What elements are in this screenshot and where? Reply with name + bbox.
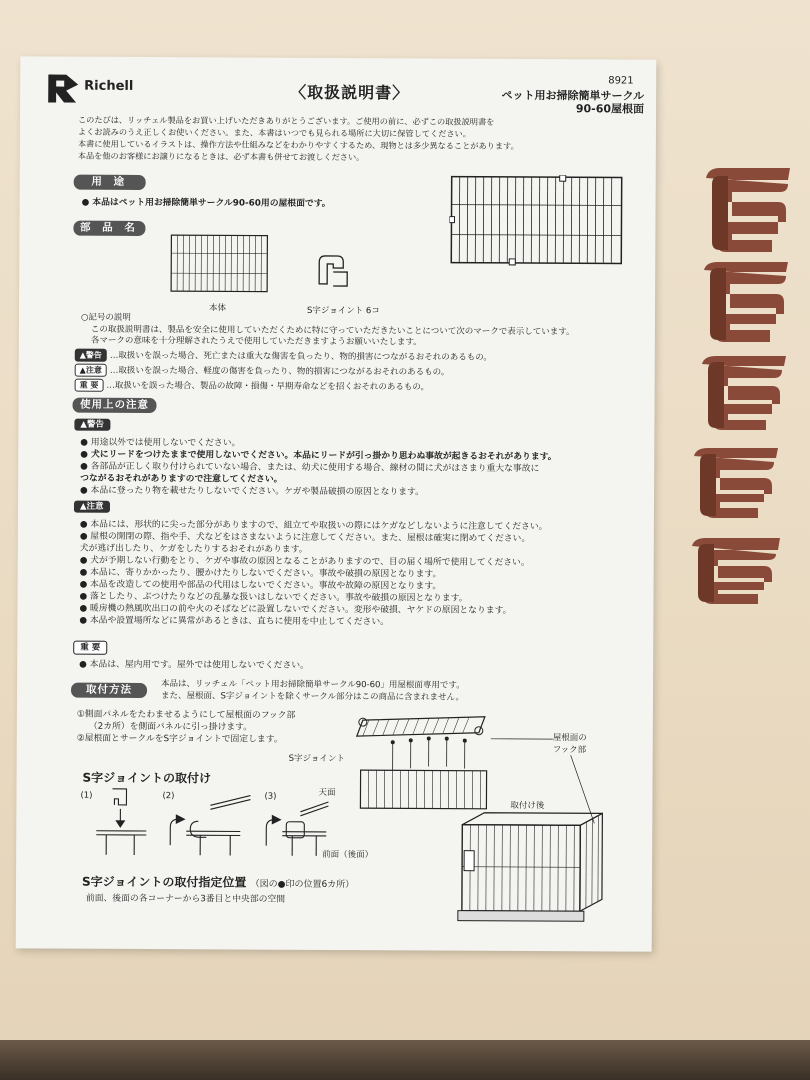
important-item: ● 本品は、屋内用です。屋外では使用しないでください。 bbox=[79, 659, 309, 671]
step-number: (3) bbox=[264, 791, 277, 802]
roof-body-icon bbox=[169, 233, 271, 296]
precaution-warning-tag: ▲警告 bbox=[74, 419, 110, 431]
installation-note: 本品は、リッチェル「ペット用お掃除簡単サークル90-60」用屋根面専用です。 bbox=[161, 679, 465, 691]
symbols-line: この取扱説明書は、製品を安全に使用していただくために特に守っていただきたいことについて次のマークで表示しています。 bbox=[90, 324, 575, 338]
s-joint-icon bbox=[315, 254, 351, 288]
installation-step: ①側面パネルをたわませるようにして屋根面のフック部 bbox=[76, 709, 296, 721]
position-note: （図の●印の位置6カ所） bbox=[250, 879, 355, 891]
caution-item: ● 本品や設置場所などに異常があるときは、直ちに使用を中止してください。 bbox=[79, 615, 389, 628]
label-after-install: 取付け後 bbox=[510, 800, 545, 812]
assembled-circle-illustration bbox=[456, 811, 607, 928]
precautions-heading: 使用上の注意 bbox=[72, 398, 156, 413]
warning-desc: …取扱いを誤った場合、死亡または重大な傷害を負ったり、物的損害につながるおそれのあるもの。 bbox=[109, 350, 492, 363]
richell-logo-icon bbox=[48, 74, 78, 102]
intro-line: 本品を他のお客様にお譲りになるときは、必ず本書も併せてお渡しください。 bbox=[77, 150, 365, 163]
installation-heading: 取付方法 bbox=[71, 683, 147, 698]
warning-item: つながるおそれがありますので注意してください。 bbox=[80, 473, 283, 485]
product-subtitle: 90-60屋根面 bbox=[575, 102, 645, 116]
step-number: (1) bbox=[80, 790, 93, 801]
label-hook-1: 屋根面の bbox=[552, 733, 587, 744]
table-edge bbox=[0, 1040, 810, 1080]
caution-symbol-row bbox=[75, 364, 450, 379]
label-top: 天面 bbox=[318, 787, 336, 799]
roof-panel-illustration bbox=[449, 175, 625, 268]
warning-item: ● 各部品が正しく取り付けられていない場合、または、幼犬に使用する場合、線材の間に犬がはさまり重大な事故に bbox=[80, 461, 540, 475]
s-joint-clip-3 bbox=[694, 354, 790, 434]
caution-item: ● 本品に、寄りかかったり、腰かけたりしないでください。事故や破損の原因となります。 bbox=[79, 567, 442, 580]
installation-note: また、屋根面、S字ジョイントを除くサークル部分はこの商品に含まれません。 bbox=[160, 691, 464, 703]
position-heading-text: S字ジョイントの取付指定位置 bbox=[81, 874, 247, 890]
precaution-important-tag: 重 要 bbox=[73, 641, 107, 655]
precaution-caution-tag: ▲注意 bbox=[74, 501, 110, 513]
s-joint-clip-4 bbox=[686, 446, 782, 522]
warning-tag: ▲警告 bbox=[75, 349, 107, 362]
part-label-body: 本体 bbox=[208, 303, 227, 314]
part-label-joint: S字ジョイント 6コ bbox=[306, 305, 380, 317]
document-title: 〈取扱説明書〉 bbox=[290, 82, 410, 103]
warning-item: ● 本品に登ったり物を載せたりしないでください。ケガや製品破損の原因となります。 bbox=[80, 485, 424, 498]
usage-text: ● 本品はペット用お掃除簡単サークル90-60用の屋根面です。 bbox=[81, 197, 331, 209]
caution-item: ● 暖房機の熱風吹出口の前や火のそばなどに設置しないでください。変形や破損、ヤケドの原因となります。 bbox=[79, 603, 512, 616]
usage-heading: 用 途 bbox=[74, 175, 146, 190]
intro-line: このたびは、リッチェル製品をお買い上げいただきありがとうございます。ご使用の前に、必ずこの取扱説明書を bbox=[77, 114, 495, 127]
step-number: (2) bbox=[162, 791, 175, 802]
s-joint-clip-1 bbox=[698, 164, 798, 256]
important-symbol-row bbox=[75, 379, 430, 394]
caution-item: ● 本品には、形状的に尖った部分がありますので、組立てや取扱いの際にはケガなどしないように注意してください。 bbox=[79, 519, 548, 533]
caution-item: ● 落としたり、ぶつけたりなどの乱暴な扱いはしないでください。事故や破損の原因となります。 bbox=[79, 591, 468, 604]
position-heading bbox=[82, 873, 354, 891]
caution-tag: ▲注意 bbox=[75, 364, 107, 377]
label-s-joint: S字ジョイント bbox=[288, 753, 345, 765]
parts-heading: 部 品 名 bbox=[73, 221, 145, 236]
intro-line: よくお読みのうえ正しくお使いください。また、本書はいつでも見られる場所に大切に保管してください。 bbox=[77, 126, 471, 139]
important-tag: 重 要 bbox=[75, 379, 104, 392]
caution-item: ● 犬が予期しない行動をとり、ケガや事故の原因となることがありますので、目の届く場所で使用してください。 bbox=[79, 555, 530, 569]
caution-desc: …取扱いを誤った場合、軽度の傷害を負ったり、物的損害につながるおそれのあるもの。 bbox=[109, 365, 450, 378]
important-desc: …取扱いを誤った場合、製品の故障・損傷・早期寿命などを招くおそれのあるもの。 bbox=[106, 380, 430, 393]
sjoint-heading: S字ジョイントの取付け bbox=[82, 770, 212, 786]
caution-item: ● 本品を改造しての使用や部品の代用はしないでください。事故や故障の原因となります。 bbox=[79, 579, 442, 592]
product-name: ペット用お掃除簡単サークル bbox=[501, 88, 645, 103]
s-joint-clip-2 bbox=[696, 258, 796, 346]
installation-step: （2カ所）を側面パネルに引っ掛けます。 bbox=[88, 721, 253, 733]
position-text: 前面、後面の各コーナーから3番目と中央部の空間 bbox=[85, 893, 286, 905]
brand-name: Richell bbox=[84, 78, 134, 94]
model-number: 8921 bbox=[608, 75, 634, 87]
warning-symbol-row bbox=[75, 349, 492, 364]
caution-item: 犬が逃げ出したり、ケガをしたりするおそれがあります。 bbox=[79, 543, 308, 555]
circle-assembly-illustration bbox=[352, 708, 495, 813]
symbols-line: 各マークの意味を十分理解されたうえで使用していただきますようお願いいたします。 bbox=[90, 335, 422, 348]
label-front: 前面（後面） bbox=[322, 849, 374, 861]
symbols-title: ○記号の説明 bbox=[80, 312, 131, 323]
s-joint-clip-5 bbox=[684, 536, 784, 608]
label-hook-2: フック部 bbox=[552, 745, 587, 756]
warning-item: ● 用途以外では使用しないでください。 bbox=[80, 437, 241, 449]
instruction-sheet bbox=[16, 56, 657, 951]
warning-item: ● 犬にリードをつけたままで使用しないでください。本品にリードが引っ掛かり思わぬ事故が起きるおそれがあります。 bbox=[80, 449, 557, 463]
intro-line: 本書に使用しているイラストは、操作方法や仕組みなどをわかりやすくするため、現物とは多少異なることがあります。 bbox=[77, 138, 519, 151]
caution-item: ● 屋根の開閉の際、指や手、犬などをはさまないように注意してください。また、屋根は確実に閉めてください。 bbox=[79, 531, 531, 545]
sjoint-steps-illustration bbox=[90, 785, 330, 858]
installation-step: ②屋根面とサークルをS字ジョイントで固定します。 bbox=[76, 733, 283, 745]
